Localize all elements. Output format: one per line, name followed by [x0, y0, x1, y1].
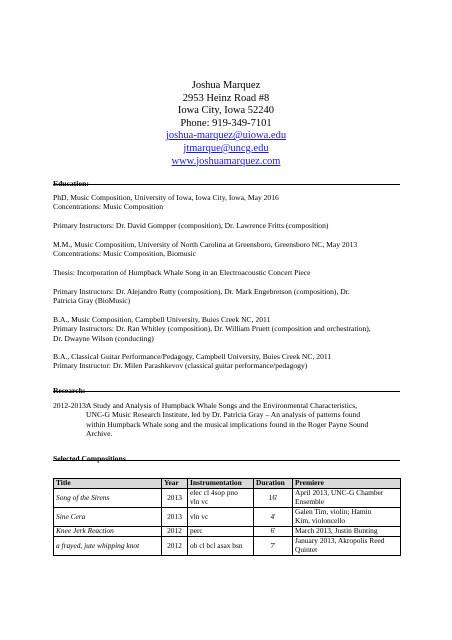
email-link-uiowa[interactable]: joshua-marquez@uiowa.edu: [165, 130, 287, 142]
edu-ba-guitar: B.A., Classical Guitar Performance/Pedagogy, Campbell University, Buies Creek NC, 2011 Primary Instructor: Dr. Milen Parashkevov (classical guitar performance/pedagogy): [53, 352, 332, 371]
col-year: Year: [162, 479, 188, 489]
cell-year: 2012: [162, 537, 188, 556]
cell-duration: 4': [254, 508, 293, 527]
compositions-table: [53, 478, 401, 556]
cell-instrumentation: ob cl bcl asax bsn: [188, 537, 254, 556]
edu-mm-instructors: Primary Instructors: Dr. Alejandro Rutty (composition), Dr. Mark Engebretson (composition), Dr. Patricia Gray (BioMusic): [53, 287, 350, 306]
applicant-name: Joshua Marquez: [191, 80, 261, 91]
research-entry: [53, 401, 403, 441]
col-title: Title: [54, 479, 162, 489]
email-link-uncg[interactable]: jtmarque@uncg.edu: [183, 142, 269, 154]
compositions-divider: [53, 460, 400, 461]
cell-premiere: April 2013, UNC-G Chamber Ensemble: [293, 489, 401, 508]
table-row: [54, 537, 401, 556]
edu-mm: M.M., Music Composition, University of North Carolina at Greensboro, Greensboro NC, May 2013 Concentrations: Music Composition, Biomusic: [53, 240, 358, 259]
cell-title: Sine Cera: [54, 508, 162, 527]
research-heading: [53, 380, 400, 398]
edu-phd: PhD, Music Composition, University of Iowa, Iowa City, Iowa, May 2016 Concentrations: Music Composition: [53, 193, 279, 212]
research-divider: [53, 391, 400, 392]
research-year: 2012-2013:: [53, 401, 89, 410]
compositions-heading-text: Selected Compositions: [53, 454, 126, 463]
contact-header: [0, 80, 452, 168]
edu-phd-instructors: Primary Instructors: Dr. David Gompper (composition), Dr. Lawrence Fritts (composition): [53, 221, 329, 230]
cell-title: Knee Jerk Reaction: [54, 527, 162, 537]
education-heading: [53, 173, 400, 191]
cell-premiere: Galen Tim, violin; Hamin Kim, violoncello: [293, 508, 401, 527]
website-link[interactable]: www.joshuamarquez.com: [171, 155, 281, 167]
edu-thesis: Thesis: Incorporation of Humpback Whale Song in an Electroacoustic Concert Piece: [53, 268, 311, 277]
cell-instrumentation: elec cl 4sop pno vln vc: [188, 489, 254, 508]
phone-number: Phone: 919-349-7101: [180, 117, 272, 129]
city-state-zip: Iowa City, Iowa 52240: [177, 105, 275, 117]
cell-year: 2013: [162, 508, 188, 527]
cell-year: 2013: [162, 489, 188, 508]
cell-premiere: January 2013, Akropolis Reed Quintet: [293, 537, 401, 556]
table-row: [54, 508, 401, 527]
cell-premiere: March 2013, Justin Bunting: [293, 527, 401, 537]
research-description: A Study and Analysis of Humpback Whale Songs and the Environmental Characteristics, UNC-G Music Research Institute, led by Dr. Patricia Gray – An analysis of patterns found within Humpback Whale song and the musical implications found in the Roger Payne Sound Archive.: [86, 401, 369, 438]
table-row: [54, 489, 401, 508]
cell-duration: 16': [254, 489, 293, 508]
col-instrumentation: Instrumentation: [188, 479, 254, 489]
cell-year: 2012: [162, 527, 188, 537]
cell-instrumentation: perc: [188, 527, 254, 537]
compositions-heading: [53, 448, 400, 466]
cell-duration: 6': [254, 527, 293, 537]
col-premiere: Premiere: [293, 479, 401, 489]
col-duration: Duration: [254, 479, 293, 489]
education-heading-text: Education:: [53, 179, 89, 188]
table-header-row: [54, 479, 401, 489]
education-divider: [53, 184, 400, 185]
cell-title: a frayed, jute whipping knot: [54, 537, 162, 556]
cell-duration: 7': [254, 537, 293, 556]
research-heading-text: Research:: [53, 386, 86, 395]
table-row: [54, 527, 401, 537]
cell-instrumentation: vln vc: [188, 508, 254, 527]
street-address: 2953 Heinz Road #8: [182, 92, 270, 104]
edu-ba-composition: B.A., Music Composition, Campbell University, Buies Creek NC, 2011 Primary Instructors: Dr. Ran Whitley (composition), Dr. William Pruett (composition and orchestration), Dr. Dwayne Wilson (conducting): [53, 315, 371, 343]
cell-title: Song of the Sirens: [54, 489, 162, 508]
